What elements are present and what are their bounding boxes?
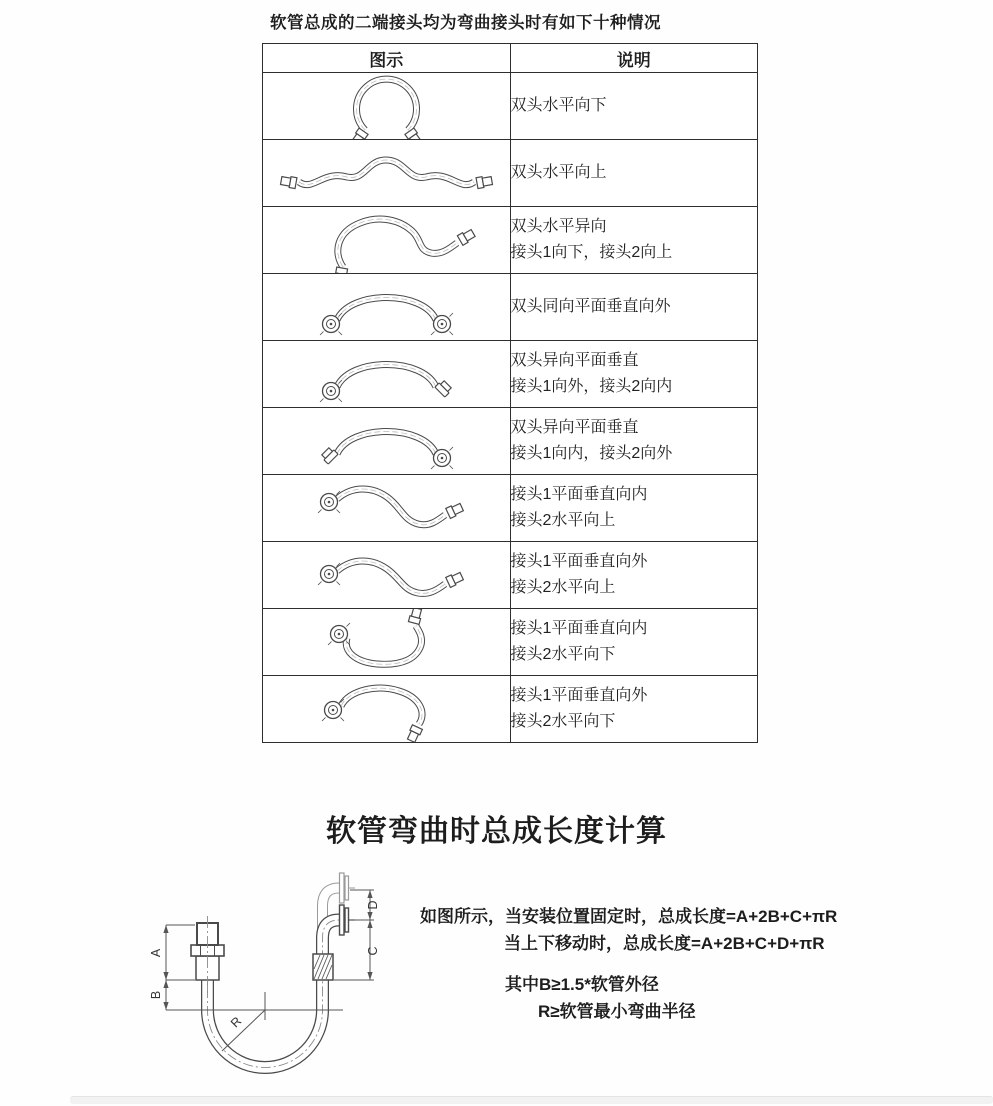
description-line: 接头2水平向上 [510, 579, 616, 596]
arch-flange1-in-flange2-out-illustration [265, 408, 508, 474]
illustration-cell [263, 475, 511, 542]
formula-block [420, 903, 837, 1025]
formula-note-r: R≥软管最小弯曲半径 [538, 1002, 696, 1021]
arch-both-flanges-outward-illustration [265, 274, 508, 340]
description-line: 接头2水平向上 [510, 512, 616, 529]
description-cell [510, 341, 758, 408]
description-line: 接头1平面垂直向外 [510, 687, 648, 704]
illustration-cell [263, 207, 511, 274]
illustration-cell [263, 408, 511, 475]
description-line: 接头2水平向下 [510, 646, 616, 663]
label-a: A [149, 948, 163, 958]
bottom-divider-bar [70, 1096, 993, 1104]
description-line: 接头1平面垂直向外 [510, 553, 648, 570]
illustration-cell [263, 542, 511, 609]
description-line: 双头水平异向 [510, 218, 607, 235]
table-row [263, 341, 758, 408]
u-curve-flange1-in-end2-down-illustration [265, 609, 508, 675]
s-curve-flange1-out-end2-up-illustration [265, 542, 508, 608]
description-cell [510, 542, 758, 609]
description-line: 双头同向平面垂直向外 [510, 298, 671, 315]
description-line: 双头水平向上 [510, 164, 607, 181]
braid-sleeve [313, 954, 333, 980]
formula-fixed-length: 如图所示，当安装位置固定时，总成长度=A+2B+C+πR [420, 907, 838, 926]
illustration-cell [263, 140, 511, 207]
arch-flange1-out-flange2-in-illustration [265, 341, 508, 407]
table-body [263, 73, 758, 743]
hose-configurations-table [262, 43, 758, 743]
table-row [263, 676, 758, 743]
label-b: B [149, 990, 163, 1000]
table-row [263, 207, 758, 274]
description-cell [510, 408, 758, 475]
description-line: 接头1平面垂直向内 [510, 486, 648, 503]
page-title: 软管总成的二端接头均为弯曲接头时有如下十种情况 [270, 14, 661, 32]
label-c: C [366, 946, 380, 956]
table-row [263, 140, 758, 207]
description-line: 双头异向平面垂直 [510, 419, 639, 436]
arch-end1-down-end2-up-illustration [265, 207, 508, 273]
illustration-cell [263, 73, 511, 140]
wave-both-ends-up-illustration [265, 140, 508, 206]
description-cell [510, 207, 758, 274]
c-curve-flange1-out-end2-down-illustration [265, 676, 508, 742]
description-cell [510, 140, 758, 207]
table-header-row [263, 44, 758, 73]
description-cell [510, 475, 758, 542]
illustration-cell [263, 676, 511, 743]
column-header-description: 说明 [510, 44, 758, 73]
label-r: R [228, 1014, 245, 1031]
description-line: 接头1向下，接头2向上 [510, 244, 673, 261]
description-cell [510, 73, 758, 140]
loop-both-ends-down-illustration [265, 73, 508, 139]
table-row [263, 408, 758, 475]
description-line: 双头异向平面垂直 [510, 352, 639, 369]
table-row [263, 475, 758, 542]
table-row [263, 542, 758, 609]
table-row [263, 73, 758, 140]
formula-moving-length: 当上下移动时，总成长度=A+2B+C+D+πR [504, 934, 825, 953]
column-header-illustration: 图示 [263, 44, 511, 73]
hose-length-diagram [112, 858, 412, 1106]
description-line: 接头1平面垂直向内 [510, 620, 648, 637]
description-line: 接头1向内，接头2向外 [510, 445, 673, 462]
illustration-cell [263, 274, 511, 341]
label-d: D [366, 900, 380, 910]
s-curve-flange1-in-end2-up-illustration [265, 475, 508, 541]
description-cell [510, 274, 758, 341]
straight-fitting [191, 916, 224, 993]
illustration-cell [263, 341, 511, 408]
description-line: 接头1向外，接头2向内 [510, 378, 673, 395]
illustration-cell [263, 609, 511, 676]
table-row [263, 274, 758, 341]
description-line: 双头水平向下 [510, 97, 607, 114]
table-row [263, 609, 758, 676]
description-cell [510, 609, 758, 676]
formula-note-b: 其中B≥1.5*软管外径 [505, 975, 659, 994]
description-cell [510, 676, 758, 743]
section-title: 软管弯曲时总成长度计算 [326, 815, 667, 848]
description-line: 接头2水平向下 [510, 713, 616, 730]
